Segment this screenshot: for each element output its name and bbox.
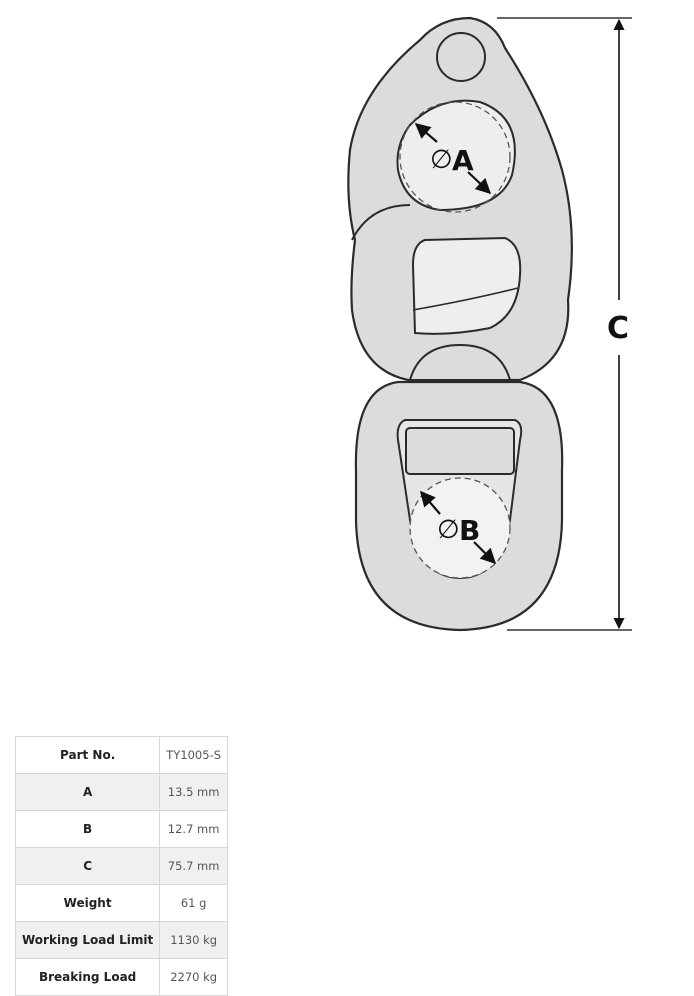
spec-label: B <box>16 811 160 848</box>
dimension-a-label: A <box>452 144 474 177</box>
dimension-b-symbol: ∅ <box>437 515 460 545</box>
spec-value: 2270 kg <box>160 959 228 996</box>
spec-row-a <box>16 774 228 811</box>
spec-label: Weight <box>16 885 160 922</box>
spec-row-breaking-load <box>16 959 228 996</box>
spec-row-b <box>16 811 228 848</box>
middle-window <box>413 238 520 334</box>
spec-value: 13.5 mm <box>160 774 228 811</box>
spec-label: C <box>16 848 160 885</box>
spec-label: Working Load Limit <box>16 922 160 959</box>
dimension-b-label: B <box>459 514 481 547</box>
spec-label: Breaking Load <box>16 959 160 996</box>
swivel-pin-block <box>406 428 514 474</box>
dimension-c-label: C <box>607 311 630 346</box>
plunger-hole <box>437 33 485 81</box>
spec-label: Part No. <box>16 737 160 774</box>
dimension-a-symbol: ∅ <box>430 145 453 175</box>
spec-label: A <box>16 774 160 811</box>
spec-value: 75.7 mm <box>160 848 228 885</box>
spec-row-c <box>16 848 228 885</box>
spec-value: 1130 kg <box>160 922 228 959</box>
spec-row-part-no <box>16 737 228 774</box>
spec-value: 12.7 mm <box>160 811 228 848</box>
spec-value: 61 g <box>160 885 228 922</box>
spec-row-working-load-limit <box>16 922 228 959</box>
spec-table <box>15 736 228 996</box>
spec-row-weight <box>16 885 228 922</box>
spec-value: TY1005-S <box>160 737 228 774</box>
